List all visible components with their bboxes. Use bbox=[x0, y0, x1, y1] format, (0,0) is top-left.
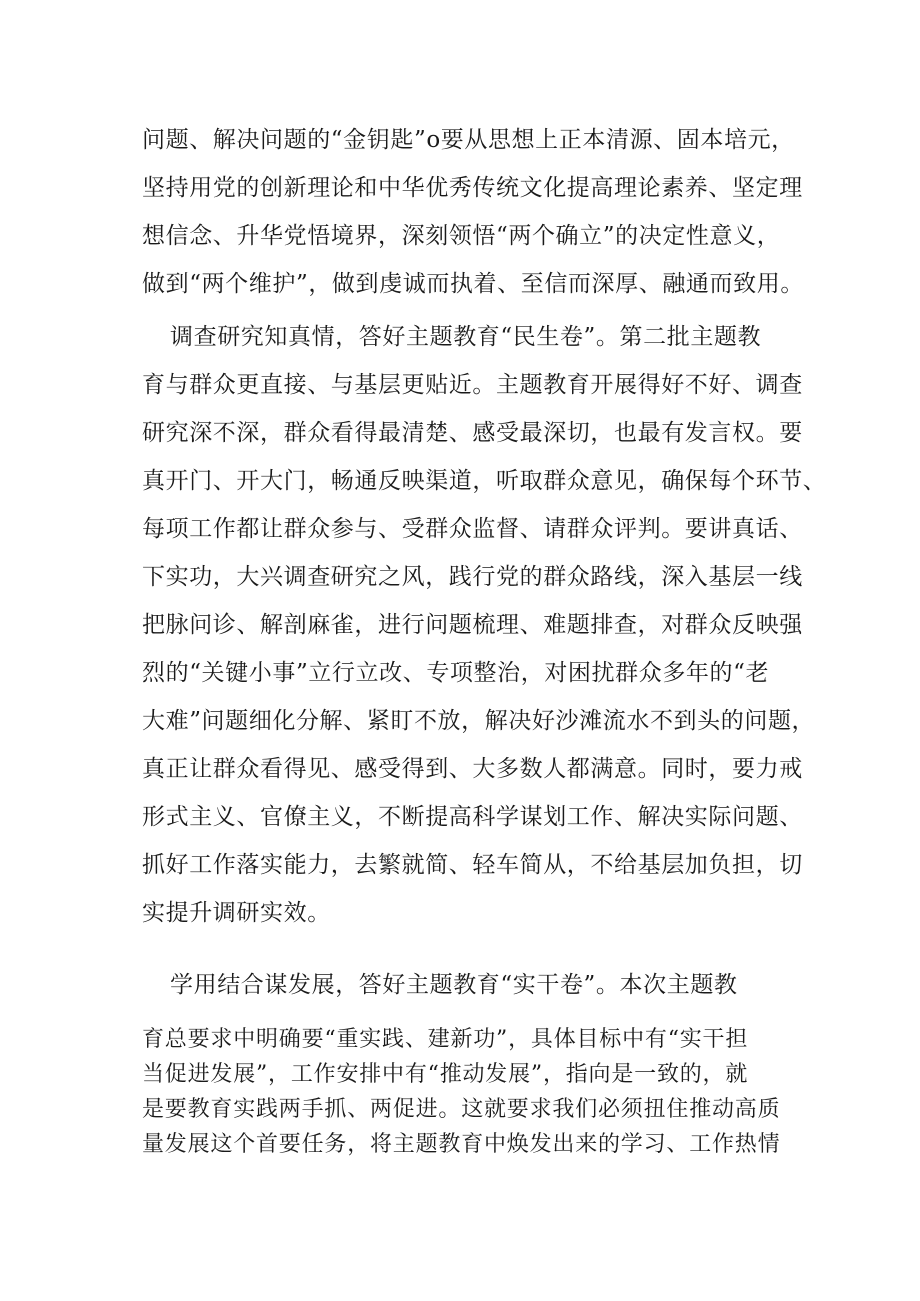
paragraph-1 bbox=[142, 116, 804, 308]
paragraph-2-line: 研究深不深，群众看得最清楚、感受最深切，也最有发言权。要 bbox=[142, 420, 803, 446]
paragraph-2-line: 真开门、开大门，畅通反映渠道，听取群众意见，确保每个环节、 bbox=[142, 468, 827, 494]
paragraph-2-line: 调查研究知真情，答好主题教育“民生卷”。第二批主题教 bbox=[170, 324, 762, 350]
paragraph-2-line: 把脉问诊、解剖麻雀，进行问题梳理、难题排查，对群众反映强 bbox=[142, 612, 803, 638]
paragraph-1-line: 坚持用党的创新理论和中华优秀传统文化提高理论素养、坚定理 bbox=[142, 175, 803, 201]
paragraph-3-line: 是要教育实践两手抓、两促进。这就要求我们必须扭住推动高质 bbox=[142, 1097, 781, 1122]
paragraph-3 bbox=[142, 1022, 792, 1162]
paragraph-1-line: 想信念、升华党悟境界，深刻领悟“两个确立”的决定性意义， bbox=[142, 223, 781, 249]
paragraph-2-line: 每项工作都让群众参与、受群众监督、请群众评判。要讲真话、 bbox=[142, 516, 803, 542]
paragraph-2-line: 下实功，大兴调查研究之风，践行党的群众路线，深入基层一线 bbox=[142, 564, 803, 590]
paragraph-2-line: 育与群众更直接、与基层更贴近。主题教育开展得好不好、调查 bbox=[142, 372, 803, 398]
paragraph-2-line: 大难”问题细化分解、紧盯不放，解决好沙滩流水不到头的问题， bbox=[142, 708, 816, 734]
paragraph-2 bbox=[142, 313, 827, 937]
paragraph-1-line: 问题、解决问题的“金钥匙”o要从思想上正本清源、固本培元， bbox=[142, 127, 795, 153]
paragraph-3-line: 量发展这个首要任务，将主题教育中焕发出来的学习、工作热情 bbox=[142, 1132, 781, 1157]
paragraph-2-line: 真正让群众看得见、感受得到、大多数人都满意。同时，要力戒 bbox=[142, 756, 803, 782]
paragraph-2-line: 烈的“关键小事”立行立改、专项整治，对困扰群众多年的“老 bbox=[142, 660, 770, 686]
paragraph-1-line: 做到“两个维护”，做到虔诚而执着、至信而深厚、融通而致用。 bbox=[142, 271, 804, 297]
paragraph-3-line: 当促进发展”，工作安排中有“推动发展”，指向是一致的，就 bbox=[142, 1062, 749, 1087]
paragraph-3-first-line: 学用结合谋发展，答好主题教育“实干卷”。本次主题教 bbox=[170, 972, 738, 998]
paragraph-3-line: 育总要求中明确要“重实践、建新功”，具体目标中有“实干担 bbox=[142, 1027, 749, 1052]
paragraph-2-line: 实提升调研实效。 bbox=[142, 900, 331, 926]
paragraph-2-line: 形式主义、官僚主义，不断提高科学谋划工作、解决实际问题、 bbox=[142, 804, 803, 830]
paragraph-2-line: 抓好工作落实能力，去繁就简、轻车简从，不给基层加负担，切 bbox=[142, 852, 803, 878]
paragraph-3-heading bbox=[142, 961, 792, 1009]
